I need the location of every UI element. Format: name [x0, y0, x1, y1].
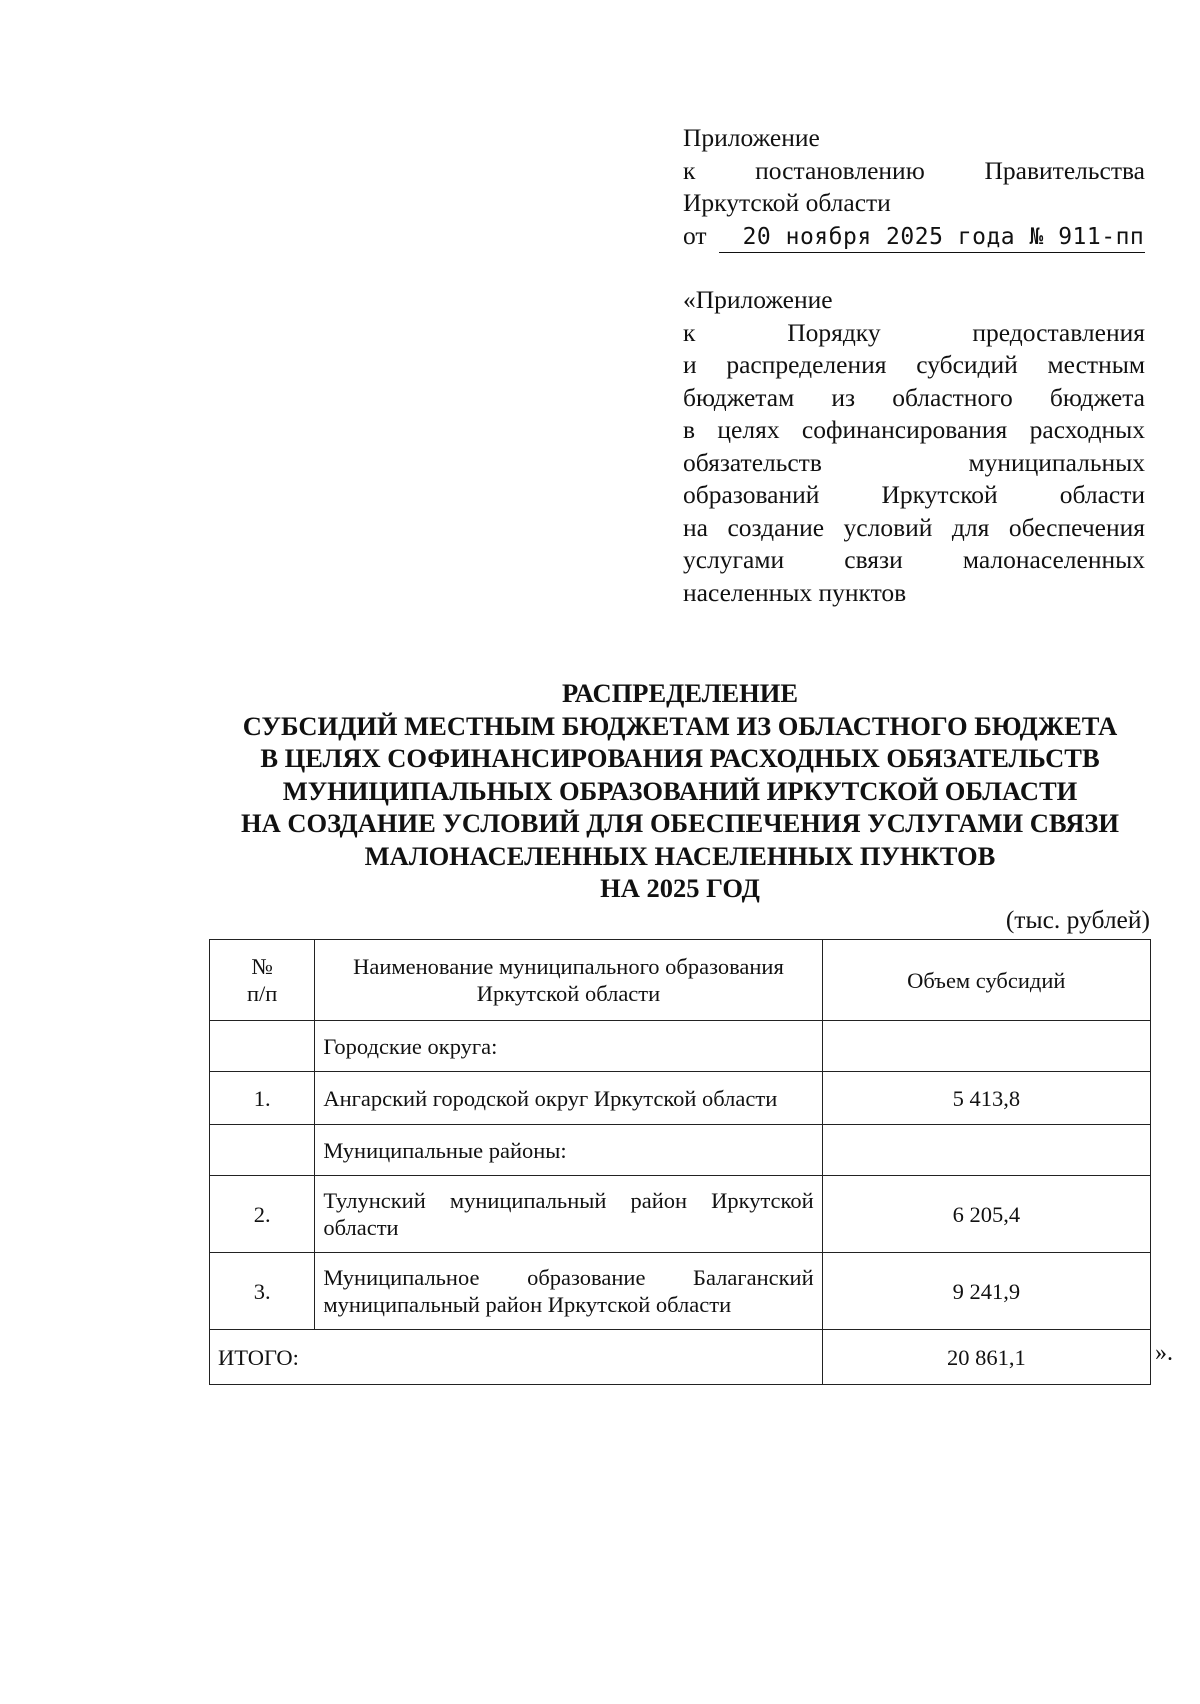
prev-appendix-line: бюджетам из областного бюджета [683, 382, 1145, 412]
table-row [210, 1072, 1151, 1125]
section-label: Городские округа: [315, 1021, 822, 1072]
previous-appendix-header [683, 284, 1145, 609]
row-num: 2. [210, 1176, 315, 1253]
table-row [210, 1253, 1151, 1330]
row-num: 3. [210, 1253, 315, 1330]
appendix-line-1-end: Правительства [984, 155, 1145, 185]
table-row [210, 1176, 1151, 1253]
total-value: 20 861,1 [822, 1330, 1150, 1385]
appendix-header [683, 122, 1145, 253]
appendix-line-1-k: к [683, 155, 696, 185]
total-label: ИТОГО: [210, 1330, 823, 1385]
header-name-line-1: Наименование муниципального образования [353, 954, 784, 979]
prev-appendix-line: услугами связи малонаселенных [683, 545, 1145, 574]
header-num-line-1: № [251, 954, 273, 979]
title-line: СУБСИДИЙ МЕСТНЫМ БЮДЖЕТАМ ИЗ ОБЛАСТНОГО БЮДЖЕТА [242, 710, 1118, 741]
row-value: 9 241,9 [822, 1253, 1150, 1330]
decree-date-line [683, 220, 1145, 253]
header-value: Объем субсидий [822, 940, 1150, 1021]
row-name: Тулунский муниципальный район Иркутской области [315, 1176, 822, 1253]
prev-appendix-line-1-mid: Порядку [787, 317, 881, 347]
distribution-table [209, 939, 1151, 1385]
units-label: (тыс. рублей) [1005, 905, 1150, 934]
prev-appendix-title: «Приложение [683, 285, 833, 314]
section-label: Муниципальные районы: [315, 1125, 822, 1176]
total-row [210, 1330, 1151, 1385]
appendix-title: Приложение [683, 123, 820, 152]
title-line: В ЦЕЛЯХ СОФИНАНСИРОВАНИЯ РАСХОДНЫХ ОБЯЗАТЕЛЬСТВ [260, 743, 1100, 773]
section-value-cell [822, 1021, 1150, 1072]
header-name [315, 940, 822, 1021]
title-line: РАСПРЕДЕЛЕНИЕ [561, 678, 799, 708]
prev-appendix-line: образований Иркутской области [683, 480, 1145, 509]
row-name: Муниципальное образование Балаганский муниципальный район Иркутской области [315, 1253, 822, 1330]
title-line: НА 2025 ГОД [600, 873, 760, 903]
header-num-line-2: п/п [247, 981, 278, 1006]
date-prefix: от [683, 220, 707, 250]
section-num-cell [210, 1125, 315, 1176]
prev-appendix-line-1-k: к [683, 317, 696, 347]
title-line: МУНИЦИПАЛЬНЫХ ОБРАЗОВАНИЙ ИРКУТСКОЙ ОБЛАСТИ [282, 775, 1078, 806]
prev-appendix-line: в целях софинансирования расходных [683, 415, 1145, 444]
prev-appendix-last-line: населенных пунктов [683, 577, 907, 607]
prev-appendix-line-1-end: предоставления [972, 317, 1145, 347]
section-num-cell [210, 1021, 315, 1072]
appendix-line-1-mid: постановлению [755, 155, 925, 185]
section-row [210, 1125, 1151, 1176]
row-value: 5 413,8 [822, 1072, 1150, 1125]
header-name-line-2: Иркутской области [476, 981, 661, 1006]
section-row [210, 1021, 1151, 1072]
appendix-line-2: Иркутской области [683, 188, 891, 217]
closing-quote-mark: ». [1155, 1340, 1173, 1366]
decree-date: 20 ноября 2025 года № 911-пп [719, 222, 1145, 253]
title-line: НА СОЗДАНИЕ УСЛОВИЙ ДЛЯ ОБЕСПЕЧЕНИЯ УСЛУГАМИ СВЯЗИ [241, 808, 1119, 838]
row-name: Ангарский городской округ Иркутской области [315, 1072, 822, 1125]
title-line: МАЛОНАСЕЛЕННЫХ НАСЕЛЕННЫХ ПУНКТОВ [364, 840, 996, 871]
prev-appendix-line: обязательств муниципальных [683, 447, 1145, 477]
header-num [210, 940, 315, 1021]
row-num: 1. [210, 1072, 315, 1125]
table-header-row [210, 940, 1151, 1021]
prev-appendix-line: на создание условий для обеспечения [683, 512, 1145, 542]
row-value: 6 205,4 [822, 1176, 1150, 1253]
prev-appendix-line: и распределения субсидий местным [683, 350, 1145, 379]
section-value-cell [822, 1125, 1150, 1176]
appendix-line-1 [683, 155, 1145, 188]
prev-appendix-line-1 [683, 317, 1145, 350]
document-title [170, 677, 1190, 905]
